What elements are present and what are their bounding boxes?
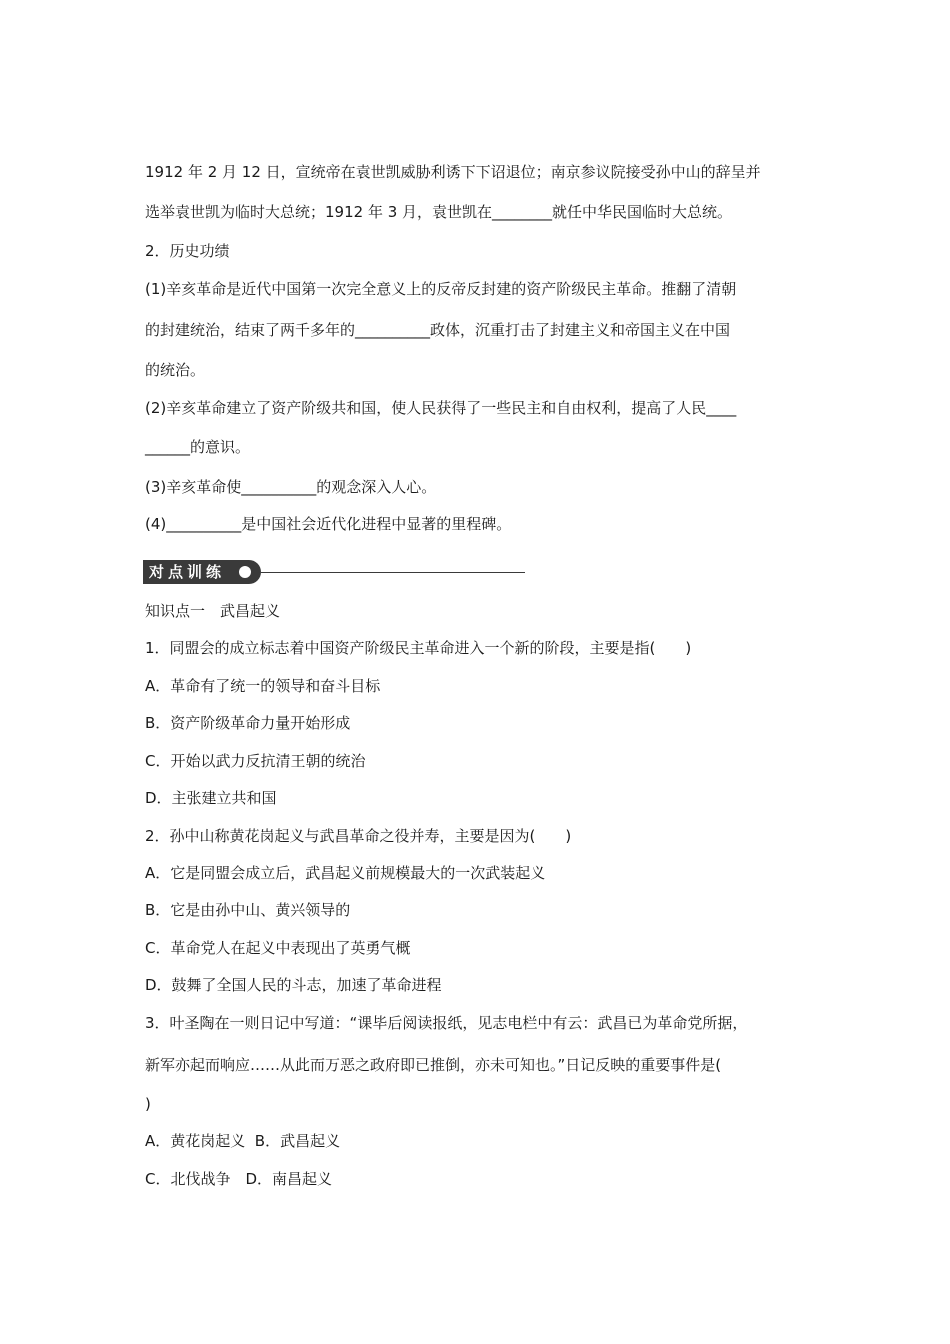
bullet-dot-icon [239,566,251,578]
answer-option: A．它是同盟会成立后，武昌起义前规模最大的一次武装起义 [145,864,546,882]
section-divider [261,572,525,573]
list-item-line: (1)辛亥革命是近代中国第一次完全意义上的反帝反封建的资产阶级民主革命。推翻了清朝 [145,280,737,298]
question-stem: 3．叶圣陶在一则日记中写道：“课毕后阅读报纸，见志电栏中有云：武昌已为革命党所据， [145,1014,748,1032]
question-stem: ) [145,1095,151,1113]
topic-heading: 知识点一 武昌起义 [145,602,281,620]
list-item-line: 的封建统治，结束了两千多年的__________政体，沉重打击了封建主义和帝国主义在中国 [145,321,731,339]
section-banner-label: 对点训练 [143,560,261,584]
answer-option: A．黄花岗起义 B．武昌起义 [145,1132,341,1150]
answer-option: D．主张建立共和国 [145,789,277,807]
question-stem: 新军亦起而响应……从此而万恶之政府即已推倒，亦未可知也。”日记反映的重要事件是( [145,1056,722,1074]
list-item-line: (4)__________是中国社会近代化进程中显著的里程碑。 [145,515,512,533]
paragraph-line: 选举袁世凯为临时大总统；1912 年 3 月，袁世凯在________就任中华民国临时大总统。 [145,203,733,221]
answer-option: C．开始以武力反抗清王朝的统治 [145,752,366,770]
list-item-line: (2)辛亥革命建立了资产阶级共和国，使人民获得了一些民主和自由权利，提高了人民____ [145,399,737,417]
list-item-line: (3)辛亥革命使__________的观念深入人心。 [145,478,437,496]
paragraph-line: 1912 年 2 月 12 日，宣统帝在袁世凯威胁利诱下下诏退位；南京参议院接受孙中山的辞呈并 [145,163,761,181]
list-item-line: 的统治。 [145,361,206,379]
section-banner [143,560,525,584]
question-stem: 1．同盟会的成立标志着中国资产阶级民主革命进入一个新的阶段，主要是指( ) [145,639,692,657]
answer-option: B．它是由孙中山、黄兴领导的 [145,901,351,919]
answer-option: B．资产阶级革命力量开始形成 [145,714,351,732]
answer-option: D．鼓舞了全国人民的斗志，加速了革命进程 [145,976,442,994]
section-heading: 2．历史功绩 [145,242,230,260]
answer-option: C．革命党人在起义中表现出了英勇气概 [145,939,411,957]
answer-option: C．北伐战争 D．南昌起义 [145,1170,333,1188]
answer-option: A．革命有了统一的领导和奋斗目标 [145,677,381,695]
list-item-line: ______的意识。 [145,438,251,456]
question-stem: 2．孙中山称黄花岗起义与武昌革命之役并寿，主要是因为( ) [145,827,572,845]
